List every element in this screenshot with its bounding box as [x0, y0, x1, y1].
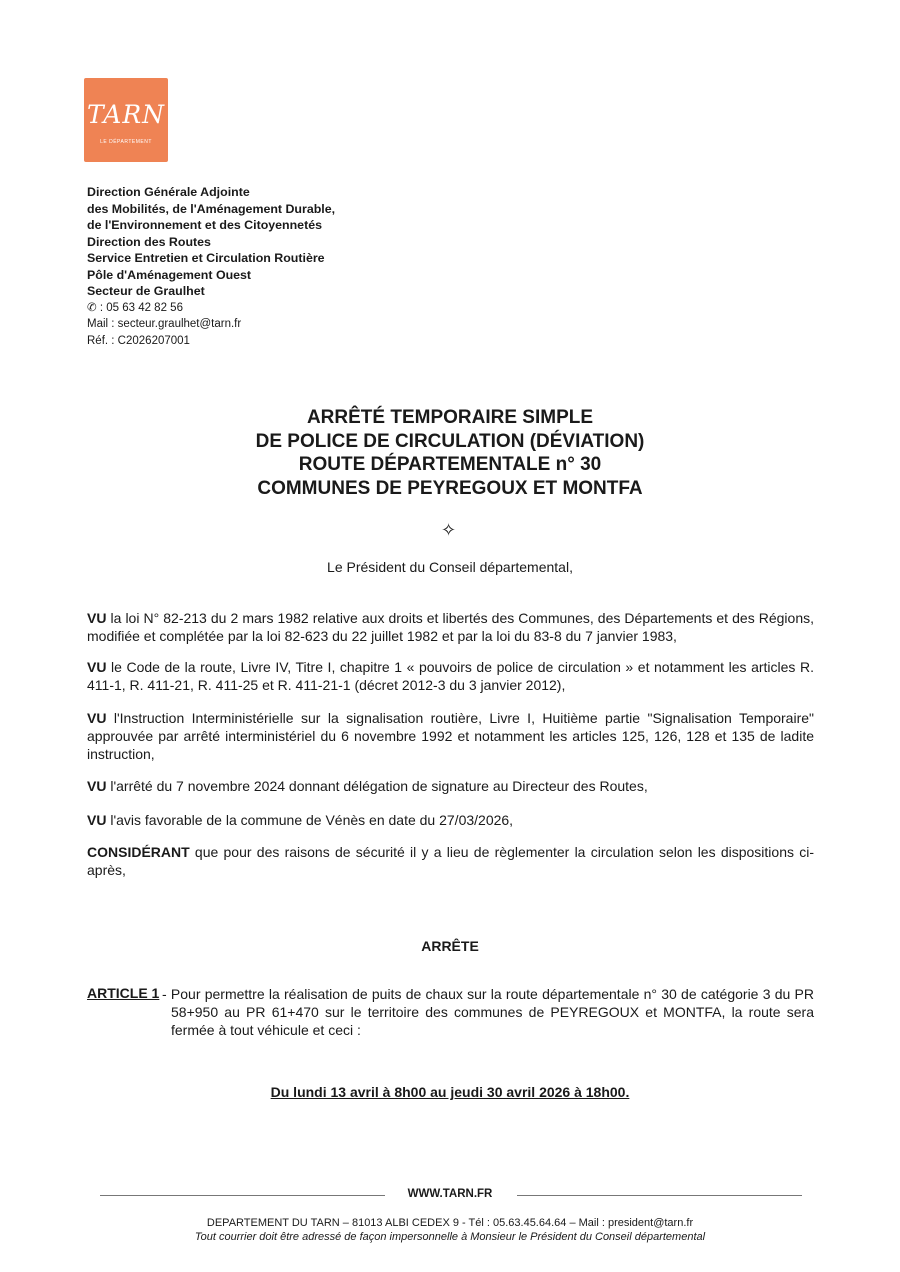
sender-line: Secteur de Graulhet	[87, 284, 205, 298]
footer-note: Tout courrier doit être adressé de façon impersonnelle à Monsieur le Président du Conseil départemental	[194, 1231, 706, 1243]
sender-block	[87, 184, 335, 349]
consideration-keyword: VU	[87, 778, 107, 794]
footer-website-link[interactable]: WWW.TARN.FR	[407, 1188, 493, 1200]
sender-phone: ✆ : 05 63 42 82 56	[87, 301, 183, 314]
logo-subtitle: LE DÉPARTEMENT	[100, 139, 152, 145]
consideration-paragraph	[87, 609, 814, 645]
consideration-text: la loi N° 82-213 du 2 mars 1982 relative aux droits et libertés des Communes, des Départements et des Régions, modifiée et complétée par la loi 82-623 du 22 juillet 1982 et par la loi du 83-8 du 7 janvier 1983,	[87, 610, 814, 644]
sender-line: des Mobilités, de l'Aménagement Durable,	[87, 201, 336, 216]
ornament-icon: ✧	[441, 520, 457, 540]
sender-line: de l'Environnement et des Citoyennetés	[87, 218, 322, 232]
title-line: DE POLICE DE CIRCULATION (DÉVIATION)	[255, 430, 645, 452]
consideration-text: l'arrêté du 7 novembre 2024 donnant délégation de signature au Directeur des Routes,	[106, 778, 648, 794]
article-label: ARTICLE 1	[87, 985, 160, 1001]
title-line: COMMUNES DE PEYREGOUX ET MONTFA	[257, 477, 643, 499]
consideration-paragraph	[87, 843, 814, 879]
consideration-keyword: VU	[87, 812, 107, 828]
consideration-keyword: VU	[87, 710, 107, 726]
document-title	[0, 406, 900, 500]
consideration-text: que pour des raisons de sécurité il y a lieu de règlementer la circulation selon les dispositions ci-après,	[87, 844, 814, 878]
title-line: ARRÊTÉ TEMPORAIRE SIMPLE	[306, 407, 594, 428]
sender-line: Direction Générale Adjointe	[87, 185, 250, 199]
consideration-text: l'avis favorable de la commune de Vénès en date du 27/03/2026,	[106, 812, 514, 828]
logo-word: TARN	[86, 100, 166, 129]
footer-address: DEPARTEMENT DU TARN – 81013 ALBI CEDEX 9 - Tél : 05.63.45.64.64 – Mail : president@tarn.fr	[206, 1217, 694, 1229]
consideration-text: le Code de la route, Livre IV, Titre I, chapitre 1 « pouvoirs de police de circulation » et notamment les articles R. 411-1, R. 411-21, R. 411-25 et R. 411-21-1 (décret 2012-3 du 3 janvier 2012),	[87, 659, 814, 693]
consideration-text: l'Instruction Interministérielle sur la signalisation routière, Livre I, Huitième partie "Signalisation Temporaire" approuvée par arrêté interministériel du 6 novembre 1992 et notamment les articles 125, 126, 128 et 135 de ladite instruction,	[87, 710, 814, 762]
consideration-paragraph	[87, 658, 814, 694]
article-text: - Pour permettre la réalisation de puits de chaux sur la route départementale n° 30 de catégorie 3 du PR 58+950 au PR 61+470 sur le territoire des communes de PEYREGOUX et MONTFA, la route sera fermée à tout véhicule et ceci :	[162, 986, 814, 1038]
sender-line: Service Entretien et Circulation Routière	[87, 251, 325, 265]
sender-line: Direction des Routes	[87, 234, 211, 249]
consideration-paragraph	[87, 777, 814, 795]
consideration-keyword: VU	[87, 659, 107, 675]
department-logo	[84, 78, 168, 162]
salutation: Le Président du Conseil départemental,	[327, 559, 573, 575]
consideration-keyword: CONSIDÉRANT	[87, 844, 190, 860]
consideration-paragraph	[87, 811, 814, 829]
closure-dates: Du lundi 13 avril à 8h00 au jeudi 30 avril 2026 à 18h00.	[270, 1084, 630, 1100]
consideration-keyword: VU	[87, 610, 107, 626]
consideration-paragraph	[87, 709, 814, 763]
decision-heading: ARRÊTE	[421, 938, 479, 954]
sender-line: Pôle d'Aménagement Ouest	[87, 267, 252, 282]
title-line: ROUTE DÉPARTEMENTALE n° 30	[298, 454, 602, 475]
sender-reference: Réf. : C2026207001	[87, 334, 190, 347]
sender-mail: Mail : secteur.graulhet@tarn.fr	[87, 318, 242, 330]
